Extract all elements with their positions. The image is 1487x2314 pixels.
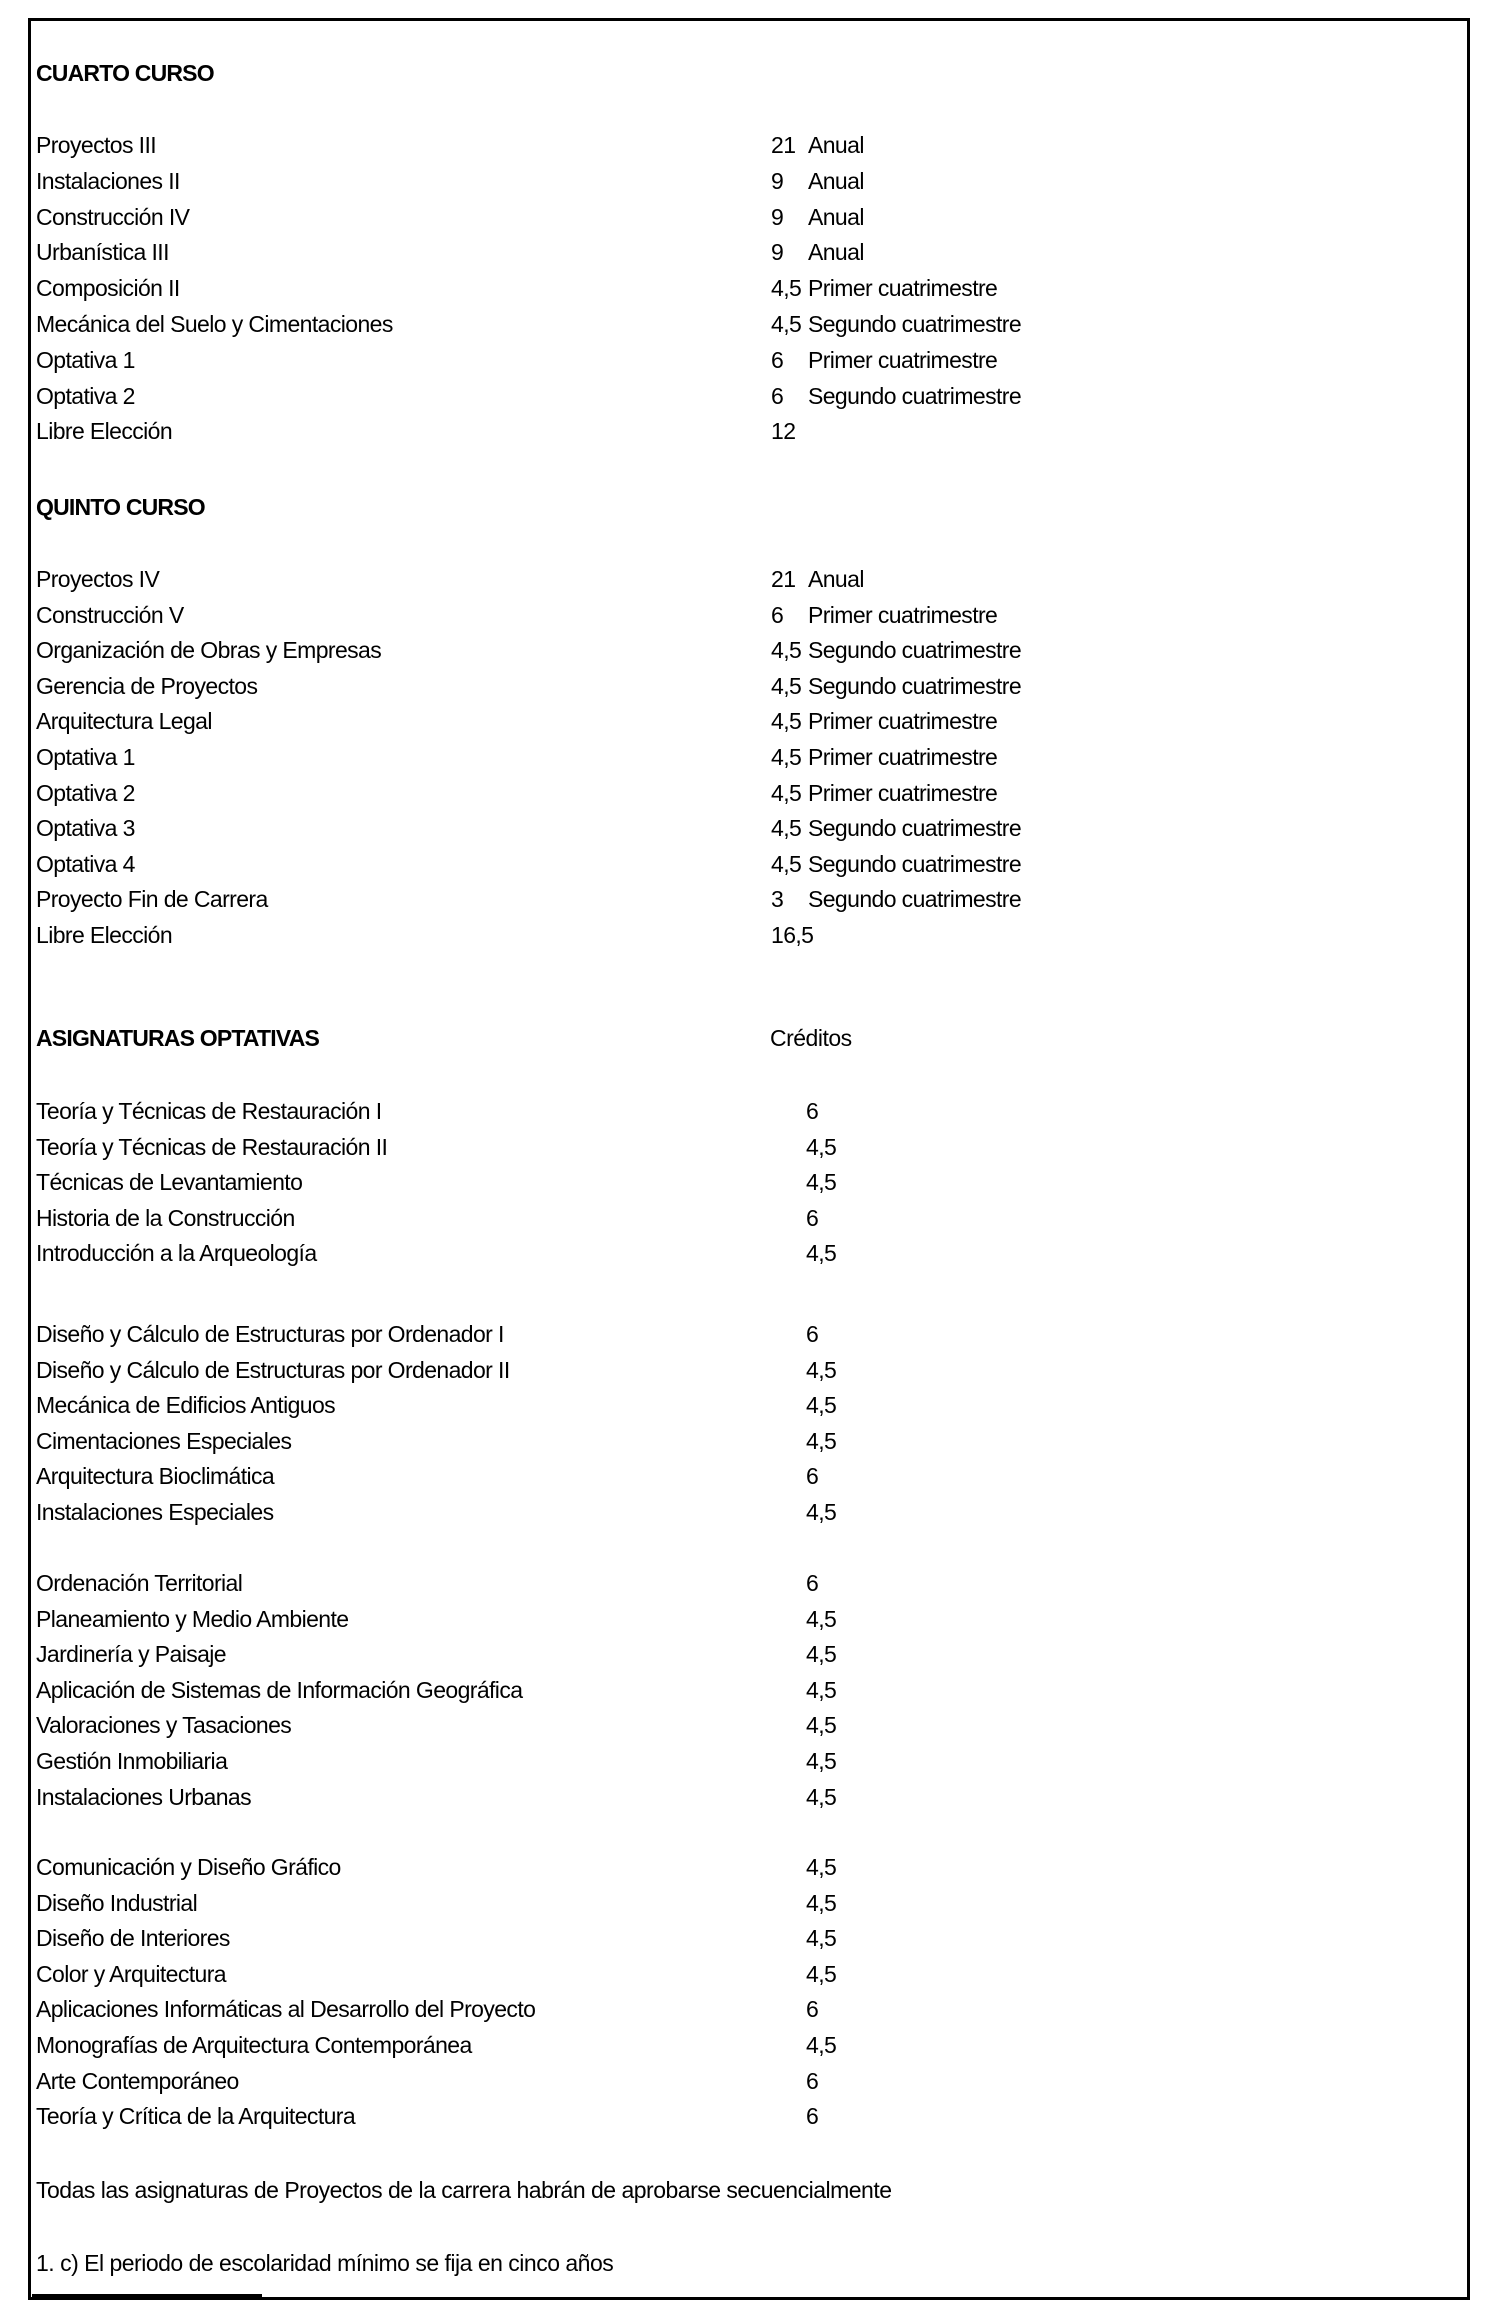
subject-name: Color y Arquitectura xyxy=(36,1960,226,1987)
credits-value: 21 xyxy=(771,132,796,158)
period-value: Segundo cuatrimestre xyxy=(808,850,1022,877)
subject-name: Mecánica del Suelo y Cimentaciones xyxy=(36,311,393,337)
subject-name: Valoraciones y Tasaciones xyxy=(36,1712,292,1739)
subject-name: Cimentaciones Especiales xyxy=(36,1427,292,1454)
subject-name: Ordenación Territorial xyxy=(36,1570,243,1596)
credits-value: 4,5 xyxy=(806,1676,837,1703)
section-heading-cuarto: CUARTO CURSO xyxy=(36,60,214,86)
period-value: Primer cuatrimestre xyxy=(808,275,998,302)
credits-value: 9 xyxy=(771,203,784,230)
credits-value: 6 xyxy=(806,2067,819,2094)
period-value: Segundo cuatrimestre xyxy=(808,637,1022,664)
credits-value: 4,5 xyxy=(771,708,802,735)
section-heading-quinto: QUINTO CURSO xyxy=(36,494,205,520)
subject-name: Arquitectura Legal xyxy=(36,708,212,735)
subject-name: Organización de Obras y Empresas xyxy=(36,637,382,664)
period-value: Anual xyxy=(808,239,864,266)
subject-name: Gerencia de Proyectos xyxy=(36,672,258,699)
note-escolaridad: 1. c) El periodo de escolaridad mínimo se fija en cinco años xyxy=(36,2250,614,2276)
subject-name: Aplicaciones Informáticas al Desarrollo del Proyecto xyxy=(36,1996,536,2023)
subject-name: Planeamiento y Medio Ambiente xyxy=(36,1605,349,1632)
credits-value: 4,5 xyxy=(771,850,802,877)
subject-name: Libre Elección xyxy=(36,418,173,445)
subject-name: Proyectos IV xyxy=(36,566,160,592)
credits-value: 4,5 xyxy=(806,1641,837,1668)
period-value: Primer cuatrimestre xyxy=(808,346,998,373)
period-value: Primer cuatrimestre xyxy=(808,779,998,806)
subject-name: Construcción V xyxy=(36,601,184,628)
subject-name: Mecánica de Edificios Antiguos xyxy=(36,1392,336,1419)
period-value: Segundo cuatrimestre xyxy=(808,382,1022,409)
subject-name: Optativa 2 xyxy=(36,779,135,806)
subject-name: Arquitectura Bioclimática xyxy=(36,1463,275,1490)
subject-name: Diseño de Interiores xyxy=(36,1925,230,1952)
period-value: Segundo cuatrimestre xyxy=(808,886,1022,913)
credits-value: 4,5 xyxy=(806,1240,837,1267)
credits-value: 4,5 xyxy=(806,1392,837,1419)
credits-value: 6 xyxy=(771,382,784,409)
period-value: Anual xyxy=(808,203,864,230)
subject-name: Teoría y Técnicas de Restauración II xyxy=(36,1133,388,1160)
credits-value: 6 xyxy=(806,2103,819,2130)
credits-value: 4,5 xyxy=(806,1925,837,1952)
credits-value: 4,5 xyxy=(771,311,802,337)
subject-name: Diseño y Cálculo de Estructuras por Ordenador I xyxy=(36,1321,504,1347)
credits-column-header: Créditos xyxy=(770,1025,852,1051)
credits-value: 6 xyxy=(806,1570,819,1596)
credits-value: 4,5 xyxy=(771,779,802,806)
credits-value: 4,5 xyxy=(806,1712,837,1739)
credits-value: 16,5 xyxy=(771,922,814,948)
credits-value: 6 xyxy=(771,601,784,628)
credits-value: 6 xyxy=(806,1463,819,1490)
credits-value: 6 xyxy=(806,1098,819,1124)
period-value: Segundo cuatrimestre xyxy=(808,672,1022,699)
period-value: Anual xyxy=(808,566,864,592)
subject-name: Gestión Inmobiliaria xyxy=(36,1748,228,1774)
credits-value: 4,5 xyxy=(771,275,802,302)
subject-name: Optativa 1 xyxy=(36,744,135,770)
note-proyectos: Todas las asignaturas de Proyectos de la carrera habrán de aprobarse secuencialmente xyxy=(36,2177,892,2203)
subject-name: Comunicación y Diseño Gráfico xyxy=(36,1854,341,1880)
subject-name: Instalaciones Urbanas xyxy=(36,1783,251,1810)
credits-value: 6 xyxy=(806,1321,819,1347)
credits-value: 4,5 xyxy=(806,1499,837,1525)
subject-name: Teoría y Técnicas de Restauración I xyxy=(36,1098,382,1124)
credits-value: 4,5 xyxy=(806,1960,837,1987)
subject-name: Libre Elección xyxy=(36,922,173,948)
credits-value: 4,5 xyxy=(771,637,802,664)
subject-name: Aplicación de Sistemas de Información Geográfica xyxy=(36,1676,523,1703)
credits-value: 12 xyxy=(771,418,796,445)
credits-value: 4,5 xyxy=(771,744,802,770)
credits-value: 3 xyxy=(771,886,784,913)
credits-value: 21 xyxy=(771,566,796,592)
subject-name: Urbanística III xyxy=(36,239,169,266)
subject-name: Teoría y Crítica de la Arquitectura xyxy=(36,2103,356,2130)
subject-name: Diseño Industrial xyxy=(36,1889,198,1916)
section-heading-optativas: ASIGNATURAS OPTATIVAS xyxy=(36,1025,320,1051)
subject-name: Proyectos III xyxy=(36,132,157,158)
subject-name: Proyecto Fin de Carrera xyxy=(36,886,268,913)
credits-value: 4,5 xyxy=(806,1133,837,1160)
credits-value: 6 xyxy=(806,1204,819,1231)
period-value: Primer cuatrimestre xyxy=(808,601,998,628)
subject-name: Optativa 2 xyxy=(36,382,135,409)
credits-value: 4,5 xyxy=(771,815,802,842)
credits-value: 4,5 xyxy=(806,1356,837,1383)
subject-name: Diseño y Cálculo de Estructuras por Ordenador II xyxy=(36,1356,510,1383)
subject-name: Técnicas de Levantamiento xyxy=(36,1169,303,1196)
credits-value: 9 xyxy=(771,239,784,266)
credits-value: 4,5 xyxy=(806,1854,837,1880)
credits-value: 4,5 xyxy=(806,1783,837,1810)
credits-value: 4,5 xyxy=(806,2032,837,2058)
subject-name: Arte Contemporáneo xyxy=(36,2067,239,2094)
credits-value: 4,5 xyxy=(806,1427,837,1454)
subject-name: Jardinería y Paisaje xyxy=(36,1641,226,1668)
period-value: Segundo cuatrimestre xyxy=(808,311,1022,337)
subject-name: Optativa 3 xyxy=(36,815,135,842)
credits-value: 9 xyxy=(771,167,784,194)
credits-value: 6 xyxy=(806,1996,819,2023)
subject-name: Optativa 1 xyxy=(36,346,135,373)
subject-name: Monografías de Arquitectura Contemporánea xyxy=(36,2032,472,2058)
subject-name: Construcción IV xyxy=(36,203,190,230)
credits-value: 6 xyxy=(771,346,784,373)
subject-name: Historia de la Construcción xyxy=(36,1204,295,1231)
bottom-rule xyxy=(32,2294,262,2298)
credits-value: 4,5 xyxy=(806,1605,837,1632)
subject-name: Instalaciones II xyxy=(36,167,180,194)
credits-value: 4,5 xyxy=(806,1748,837,1774)
period-value: Primer cuatrimestre xyxy=(808,744,998,770)
period-value: Segundo cuatrimestre xyxy=(808,815,1022,842)
subject-name: Composición II xyxy=(36,275,180,302)
credits-value: 4,5 xyxy=(806,1169,837,1196)
credits-value: 4,5 xyxy=(771,672,802,699)
credits-value: 4,5 xyxy=(806,1889,837,1916)
subject-name: Instalaciones Especiales xyxy=(36,1499,274,1525)
subject-name: Introducción a la Arqueología xyxy=(36,1240,317,1267)
subject-name: Optativa 4 xyxy=(36,850,135,877)
period-value: Anual xyxy=(808,167,864,194)
period-value: Anual xyxy=(808,132,864,158)
period-value: Primer cuatrimestre xyxy=(808,708,998,735)
